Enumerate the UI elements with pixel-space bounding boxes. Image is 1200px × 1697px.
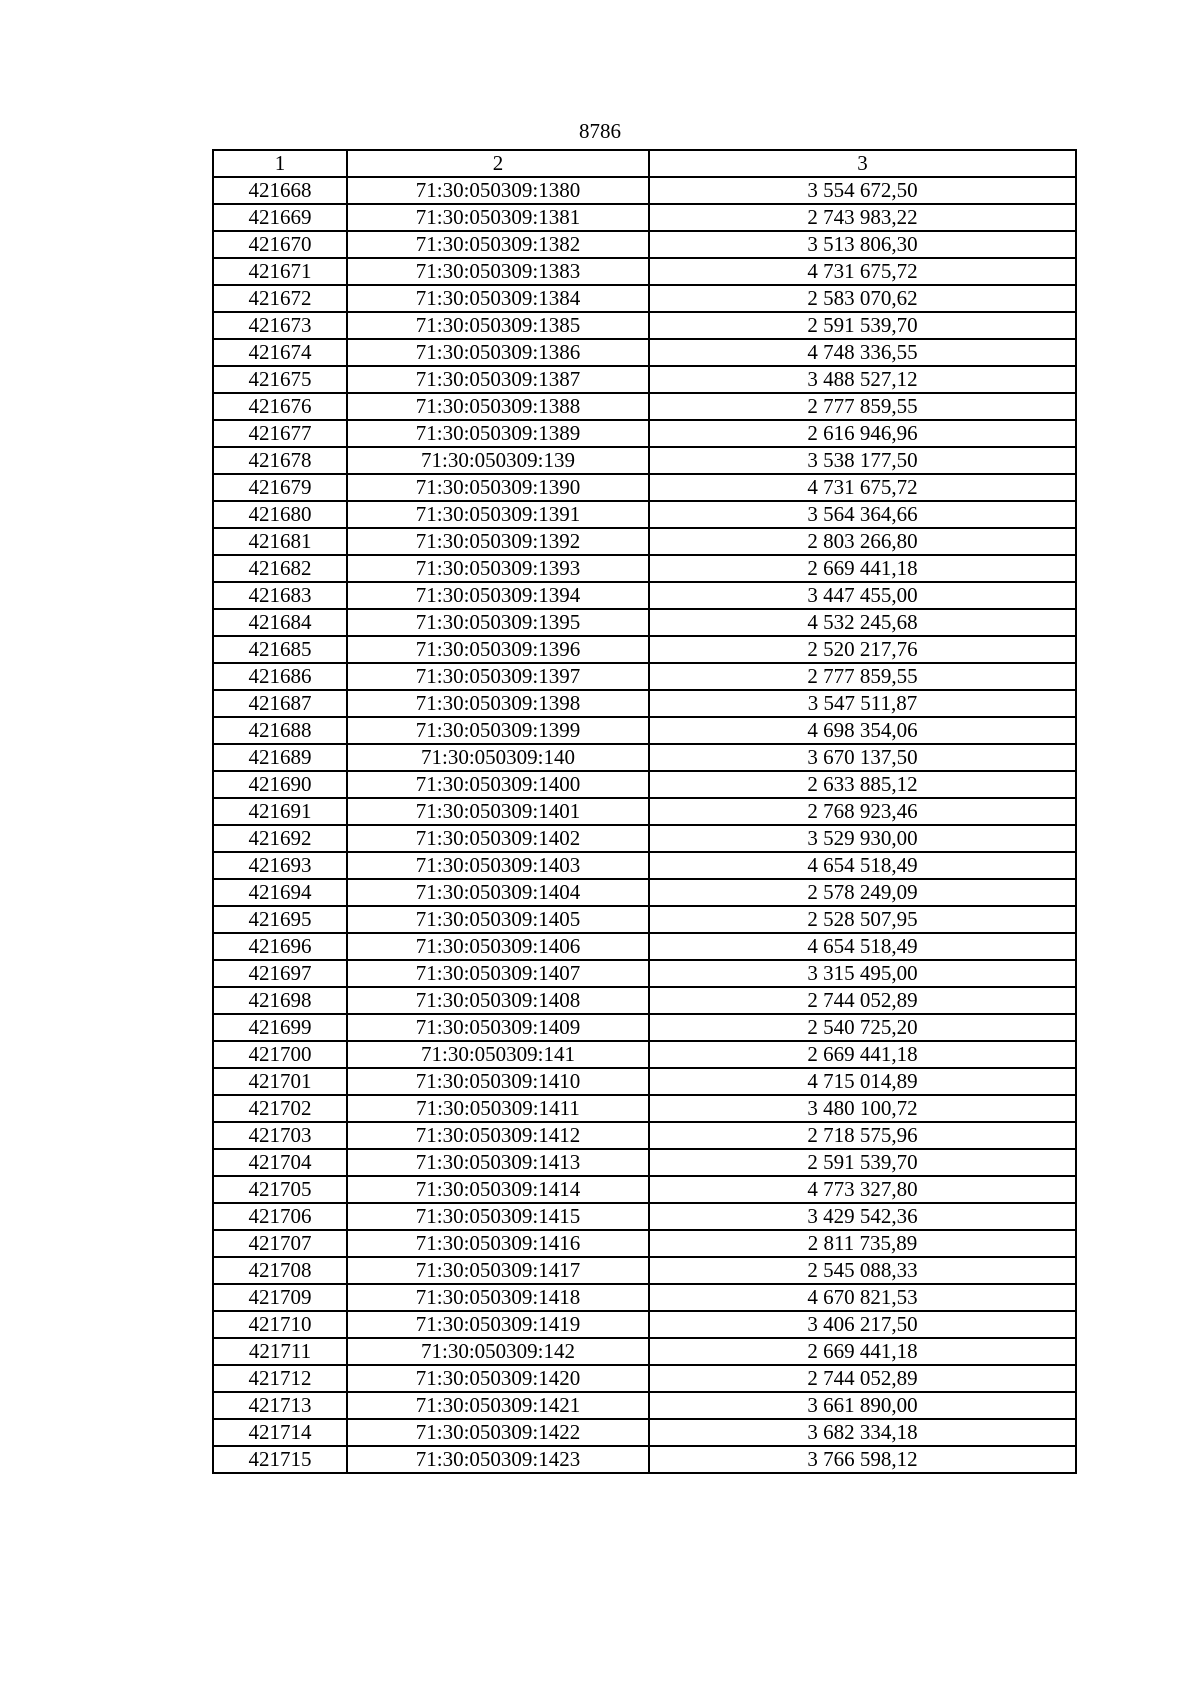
- cadastral-value-cell: 2 669 441,18: [649, 1338, 1076, 1365]
- row-number-cell: 421703: [213, 1122, 347, 1149]
- cadastral-number-cell: 71:30:050309:1421: [347, 1392, 649, 1419]
- cadastral-number-cell: 71:30:050309:1423: [347, 1446, 649, 1473]
- cadastral-value-cell: 2 743 983,22: [649, 204, 1076, 231]
- table-body: [213, 177, 1076, 1473]
- table-row: [213, 690, 1076, 717]
- row-number-cell: 421669: [213, 204, 347, 231]
- cadastral-value-cell: 4 773 327,80: [649, 1176, 1076, 1203]
- cadastral-number-cell: 71:30:050309:1415: [347, 1203, 649, 1230]
- cadastral-number-cell: 71:30:050309:1391: [347, 501, 649, 528]
- row-number-cell: 421678: [213, 447, 347, 474]
- table-row: [213, 420, 1076, 447]
- table-row: [213, 1149, 1076, 1176]
- table-row: [213, 825, 1076, 852]
- table-row: [213, 636, 1076, 663]
- cadastral-number-cell: 71:30:050309:1419: [347, 1311, 649, 1338]
- table-row: [213, 771, 1076, 798]
- cadastral-value-cell: 2 633 885,12: [649, 771, 1076, 798]
- table-row: [213, 852, 1076, 879]
- row-number-cell: 421704: [213, 1149, 347, 1176]
- cadastral-number-cell: 71:30:050309:1411: [347, 1095, 649, 1122]
- table-row: [213, 258, 1076, 285]
- row-number-cell: 421685: [213, 636, 347, 663]
- cadastral-number-cell: 71:30:050309:1402: [347, 825, 649, 852]
- cadastral-value-cell: 2 744 052,89: [649, 1365, 1076, 1392]
- cadastral-number-cell: 71:30:050309:1410: [347, 1068, 649, 1095]
- column-header-1: 1: [213, 150, 347, 177]
- table-row: [213, 366, 1076, 393]
- row-number-cell: 421702: [213, 1095, 347, 1122]
- cadastral-value-cell: 4 748 336,55: [649, 339, 1076, 366]
- table-row: [213, 339, 1076, 366]
- cadastral-value-cell: 3 513 806,30: [649, 231, 1076, 258]
- cadastral-number-cell: 71:30:050309:1409: [347, 1014, 649, 1041]
- cadastral-value-cell: 3 554 672,50: [649, 177, 1076, 204]
- cadastral-number-cell: 71:30:050309:1389: [347, 420, 649, 447]
- table-row: [213, 1365, 1076, 1392]
- cadastral-value-cell: 2 669 441,18: [649, 555, 1076, 582]
- cadastral-number-cell: 71:30:050309:1394: [347, 582, 649, 609]
- cadastral-value-cell: 2 777 859,55: [649, 393, 1076, 420]
- row-number-cell: 421680: [213, 501, 347, 528]
- row-number-cell: 421692: [213, 825, 347, 852]
- cadastral-value-cell: 4 731 675,72: [649, 258, 1076, 285]
- table-row: [213, 1230, 1076, 1257]
- row-number-cell: 421670: [213, 231, 347, 258]
- cadastral-number-cell: 71:30:050309:1381: [347, 204, 649, 231]
- table-row: [213, 717, 1076, 744]
- cadastral-number-cell: 71:30:050309:1403: [347, 852, 649, 879]
- row-number-cell: 421679: [213, 474, 347, 501]
- row-number-cell: 421683: [213, 582, 347, 609]
- cadastral-value-table: [212, 149, 1077, 1474]
- table-row: [213, 1041, 1076, 1068]
- cadastral-value-cell: 2 540 725,20: [649, 1014, 1076, 1041]
- cadastral-value-cell: 2 520 217,76: [649, 636, 1076, 663]
- row-number-cell: 421682: [213, 555, 347, 582]
- row-number-cell: 421705: [213, 1176, 347, 1203]
- cadastral-value-cell: 3 406 217,50: [649, 1311, 1076, 1338]
- table-row: [213, 555, 1076, 582]
- table-row: [213, 906, 1076, 933]
- table-row: [213, 1068, 1076, 1095]
- cadastral-value-cell: 2 768 923,46: [649, 798, 1076, 825]
- table-row: [213, 933, 1076, 960]
- cadastral-number-cell: 71:30:050309:1382: [347, 231, 649, 258]
- table-row: [213, 501, 1076, 528]
- table-row: [213, 582, 1076, 609]
- row-number-cell: 421691: [213, 798, 347, 825]
- row-number-cell: 421671: [213, 258, 347, 285]
- cadastral-value-cell: 2 669 441,18: [649, 1041, 1076, 1068]
- table-row: [213, 1284, 1076, 1311]
- table-row: [213, 312, 1076, 339]
- table-row: [213, 1095, 1076, 1122]
- table-row: [213, 960, 1076, 987]
- cadastral-number-cell: 71:30:050309:1414: [347, 1176, 649, 1203]
- table-row: [213, 447, 1076, 474]
- cadastral-number-cell: 71:30:050309:1399: [347, 717, 649, 744]
- cadastral-number-cell: 71:30:050309:1400: [347, 771, 649, 798]
- table-row: [213, 609, 1076, 636]
- cadastral-value-cell: 3 429 542,36: [649, 1203, 1076, 1230]
- row-number-cell: 421676: [213, 393, 347, 420]
- cadastral-number-cell: 71:30:050309:1407: [347, 960, 649, 987]
- cadastral-value-cell: 3 661 890,00: [649, 1392, 1076, 1419]
- cadastral-number-cell: 71:30:050309:1405: [347, 906, 649, 933]
- table-row: [213, 285, 1076, 312]
- cadastral-number-cell: 71:30:050309:1398: [347, 690, 649, 717]
- row-number-cell: 421700: [213, 1041, 347, 1068]
- cadastral-number-cell: 71:30:050309:1386: [347, 339, 649, 366]
- column-header-2: 2: [347, 150, 649, 177]
- cadastral-number-cell: 71:30:050309:1418: [347, 1284, 649, 1311]
- row-number-cell: 421693: [213, 852, 347, 879]
- table-row: [213, 1446, 1076, 1473]
- cadastral-number-cell: 71:30:050309:1384: [347, 285, 649, 312]
- cadastral-number-cell: 71:30:050309:139: [347, 447, 649, 474]
- row-number-cell: 421712: [213, 1365, 347, 1392]
- row-number-cell: 421686: [213, 663, 347, 690]
- cadastral-value-cell: 2 803 266,80: [649, 528, 1076, 555]
- table-row: [213, 231, 1076, 258]
- row-number-cell: 421709: [213, 1284, 347, 1311]
- cadastral-value-cell: 2 578 249,09: [649, 879, 1076, 906]
- row-number-cell: 421710: [213, 1311, 347, 1338]
- cadastral-number-cell: 71:30:050309:1396: [347, 636, 649, 663]
- cadastral-value-cell: 3 564 364,66: [649, 501, 1076, 528]
- row-number-cell: 421677: [213, 420, 347, 447]
- row-number-cell: 421696: [213, 933, 347, 960]
- cadastral-number-cell: 71:30:050309:1416: [347, 1230, 649, 1257]
- cadastral-number-cell: 71:30:050309:1393: [347, 555, 649, 582]
- row-number-cell: 421687: [213, 690, 347, 717]
- cadastral-value-cell: 2 583 070,62: [649, 285, 1076, 312]
- cadastral-value-cell: 4 670 821,53: [649, 1284, 1076, 1311]
- cadastral-number-cell: 71:30:050309:141: [347, 1041, 649, 1068]
- cadastral-value-cell: 4 654 518,49: [649, 852, 1076, 879]
- cadastral-number-cell: 71:30:050309:1385: [347, 312, 649, 339]
- row-number-cell: 421673: [213, 312, 347, 339]
- cadastral-value-cell: 3 538 177,50: [649, 447, 1076, 474]
- cadastral-number-cell: 71:30:050309:1406: [347, 933, 649, 960]
- table-row: [213, 663, 1076, 690]
- row-number-cell: 421707: [213, 1230, 347, 1257]
- table-row: [213, 798, 1076, 825]
- row-number-cell: 421681: [213, 528, 347, 555]
- row-number-cell: 421697: [213, 960, 347, 987]
- table-row: [213, 1203, 1076, 1230]
- cadastral-number-cell: 71:30:050309:1380: [347, 177, 649, 204]
- table-row: [213, 1392, 1076, 1419]
- cadastral-value-cell: 4 731 675,72: [649, 474, 1076, 501]
- cadastral-value-cell: 2 591 539,70: [649, 1149, 1076, 1176]
- cadastral-value-cell: 2 591 539,70: [649, 312, 1076, 339]
- row-number-cell: 421698: [213, 987, 347, 1014]
- page-number: 8786: [579, 119, 621, 143]
- row-number-cell: 421672: [213, 285, 347, 312]
- row-number-cell: 421688: [213, 717, 347, 744]
- cadastral-value-cell: 2 777 859,55: [649, 663, 1076, 690]
- row-number-cell: 421714: [213, 1419, 347, 1446]
- cadastral-number-cell: 71:30:050309:1404: [347, 879, 649, 906]
- cadastral-number-cell: 71:30:050309:1420: [347, 1365, 649, 1392]
- cadastral-value-cell: 2 718 575,96: [649, 1122, 1076, 1149]
- cadastral-value-cell: 3 488 527,12: [649, 366, 1076, 393]
- table-row: [213, 393, 1076, 420]
- cadastral-number-cell: 71:30:050309:1387: [347, 366, 649, 393]
- row-number-cell: 421706: [213, 1203, 347, 1230]
- cadastral-number-cell: 71:30:050309:1395: [347, 609, 649, 636]
- cadastral-value-cell: 3 315 495,00: [649, 960, 1076, 987]
- row-number-cell: 421699: [213, 1014, 347, 1041]
- cadastral-value-cell: 2 616 946,96: [649, 420, 1076, 447]
- cadastral-number-cell: 71:30:050309:1388: [347, 393, 649, 420]
- table-row: [213, 474, 1076, 501]
- cadastral-value-cell: 3 529 930,00: [649, 825, 1076, 852]
- table-row: [213, 1014, 1076, 1041]
- table-row: [213, 1338, 1076, 1365]
- cadastral-value-cell: 4 654 518,49: [649, 933, 1076, 960]
- cadastral-value-cell: 4 715 014,89: [649, 1068, 1076, 1095]
- row-number-cell: 421689: [213, 744, 347, 771]
- cadastral-value-cell: 3 682 334,18: [649, 1419, 1076, 1446]
- table-header: [213, 150, 1076, 177]
- table-row: [213, 879, 1076, 906]
- row-number-cell: 421684: [213, 609, 347, 636]
- table-row: [213, 177, 1076, 204]
- cadastral-value-cell: 4 698 354,06: [649, 717, 1076, 744]
- cadastral-value-cell: 4 532 245,68: [649, 609, 1076, 636]
- cadastral-number-cell: 71:30:050309:1408: [347, 987, 649, 1014]
- table-row: [213, 1419, 1076, 1446]
- row-number-cell: 421668: [213, 177, 347, 204]
- cadastral-value-cell: 2 811 735,89: [649, 1230, 1076, 1257]
- table-row: [213, 1176, 1076, 1203]
- header-row: [213, 150, 1076, 177]
- row-number-cell: 421675: [213, 366, 347, 393]
- cadastral-number-cell: 71:30:050309:1397: [347, 663, 649, 690]
- table-row: [213, 987, 1076, 1014]
- cadastral-value-cell: 3 670 137,50: [649, 744, 1076, 771]
- cadastral-value-cell: 2 744 052,89: [649, 987, 1076, 1014]
- cadastral-number-cell: 71:30:050309:1390: [347, 474, 649, 501]
- cadastral-value-cell: 3 480 100,72: [649, 1095, 1076, 1122]
- row-number-cell: 421713: [213, 1392, 347, 1419]
- row-number-cell: 421711: [213, 1338, 347, 1365]
- cadastral-number-cell: 71:30:050309:142: [347, 1338, 649, 1365]
- column-header-3: 3: [649, 150, 1076, 177]
- cadastral-value-cell: 3 766 598,12: [649, 1446, 1076, 1473]
- cadastral-value-cell: 3 547 511,87: [649, 690, 1076, 717]
- cadastral-number-cell: 71:30:050309:1417: [347, 1257, 649, 1284]
- cadastral-value-cell: 3 447 455,00: [649, 582, 1076, 609]
- table-row: [213, 1257, 1076, 1284]
- cadastral-number-cell: 71:30:050309:1401: [347, 798, 649, 825]
- row-number-cell: 421674: [213, 339, 347, 366]
- row-number-cell: 421701: [213, 1068, 347, 1095]
- cadastral-number-cell: 71:30:050309:1412: [347, 1122, 649, 1149]
- cadastral-number-cell: 71:30:050309:1392: [347, 528, 649, 555]
- cadastral-number-cell: 71:30:050309:1383: [347, 258, 649, 285]
- table-row: [213, 744, 1076, 771]
- row-number-cell: 421694: [213, 879, 347, 906]
- table-row: [213, 1122, 1076, 1149]
- table-row: [213, 1311, 1076, 1338]
- row-number-cell: 421690: [213, 771, 347, 798]
- cadastral-number-cell: 71:30:050309:140: [347, 744, 649, 771]
- cadastral-number-cell: 71:30:050309:1413: [347, 1149, 649, 1176]
- table-row: [213, 528, 1076, 555]
- table-row: [213, 204, 1076, 231]
- row-number-cell: 421708: [213, 1257, 347, 1284]
- row-number-cell: 421695: [213, 906, 347, 933]
- row-number-cell: 421715: [213, 1446, 347, 1473]
- cadastral-number-cell: 71:30:050309:1422: [347, 1419, 649, 1446]
- cadastral-value-cell: 2 545 088,33: [649, 1257, 1076, 1284]
- cadastral-value-cell: 2 528 507,95: [649, 906, 1076, 933]
